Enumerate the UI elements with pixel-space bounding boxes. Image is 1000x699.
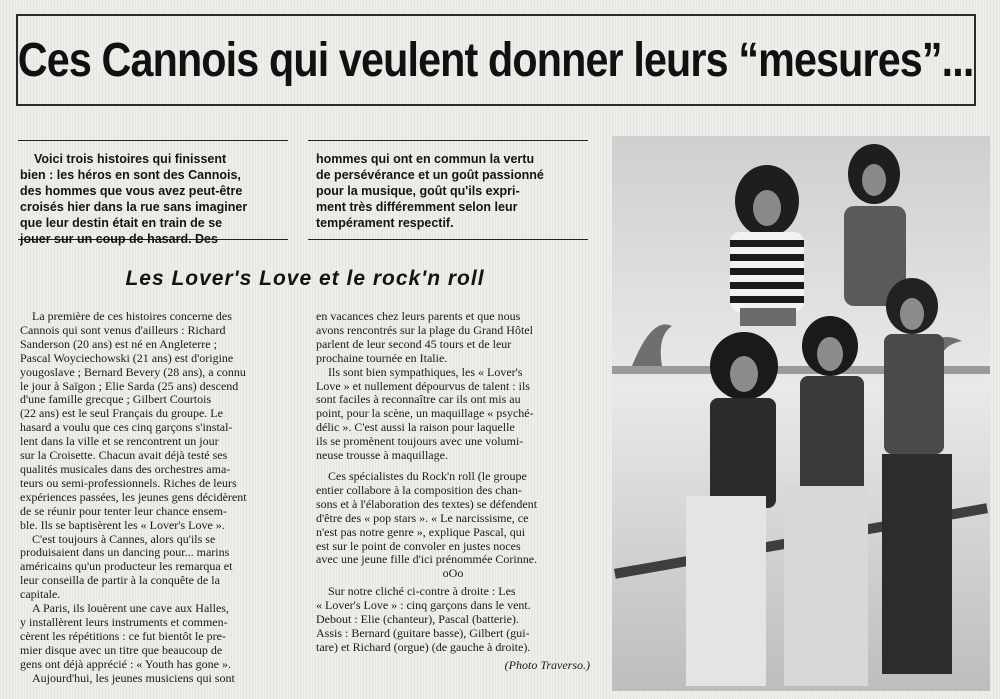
article-line: parlent de leur second 45 tours et de leur <box>316 337 512 351</box>
article-line: lent dans la ville et se rencontrent un jour <box>20 435 219 449</box>
article-line: cèrent les répétitions : ce fut bientôt le pre- <box>20 629 226 643</box>
shirt <box>884 334 944 454</box>
article-line: expériences passées, les jeunes gens décidèrent <box>20 490 247 504</box>
intro-line: Voici trois histoires qui finissent <box>34 152 227 166</box>
article-line: entier collabore à la composition des chan- <box>316 483 522 497</box>
article-line: le jour à Saïgon ; Elie Sarda (25 ans) descend <box>20 379 239 393</box>
article-line: de se réunir pour tenter leur chance ensem- <box>20 504 227 518</box>
headline-box <box>16 14 976 106</box>
article-column-left <box>20 310 296 685</box>
article-line: (22 ans) est le seul Français du groupe. Le <box>20 407 223 421</box>
intro-right-column <box>308 140 588 240</box>
section-separator: oOo <box>442 567 464 581</box>
caption-line: « Lover's Love » : cinq garçons dans le vent. <box>316 599 531 613</box>
article-line: Cannois qui sont venus d'ailleurs : Richard <box>20 323 226 337</box>
caption-line: Assis : Bernard (guitare basse), Gilbert (gui- <box>316 626 530 640</box>
article-line: A Paris, ils louèrent une cave aux Halles, <box>32 602 229 616</box>
article-line: qualités musicales dans des orchestres ama- <box>20 462 231 476</box>
caption-line: Debout : Elie (chanteur), Pascal (batterie). <box>316 613 519 627</box>
intro-line: de persévérance et un goût passionné <box>316 168 544 182</box>
band-photo <box>612 136 990 691</box>
intro-line: ment très différemment selon leur <box>316 200 518 214</box>
dark-trousers <box>882 454 952 674</box>
article-line: Sanderson (20 ans) est né en Angleterre ; <box>20 337 217 351</box>
article-line: Pascal Woyciechowski (21 ans) est d'origine <box>20 351 234 365</box>
article-line: capitale. <box>20 588 61 602</box>
article-line: avons rencontrés sur la plage du Grand Hôtel <box>316 323 533 337</box>
shirt <box>710 398 776 508</box>
article-line: en vacances chez leurs parents et que nous <box>316 310 521 323</box>
section-subhead: Les Lover's Love et le rock'n roll <box>125 267 485 290</box>
article-line: américains qu'un producteur les remarqua et <box>20 560 233 574</box>
face <box>817 337 843 371</box>
intro-line: des hommes que vous avez peut-être <box>20 184 243 198</box>
article-line: Ils sont bien sympathiques, les « Lover's <box>328 365 523 379</box>
face <box>730 356 758 392</box>
article-line: C'est toujours à Cannes, alors qu'ils se <box>32 532 216 546</box>
intro-line: pour la musique, goût qu'ils expri- <box>316 184 520 198</box>
article-line: y installèrent leurs instruments et commen- <box>20 615 228 629</box>
belt <box>740 308 796 326</box>
caption-line: tare) et Richard (orgue) (de gauche à droite). <box>316 640 531 654</box>
article-line: La première de ces histoires concerne des <box>32 310 232 323</box>
article-line: n'est pas notre genre », explique Pascal, qui <box>316 525 526 539</box>
article-line: avec une jeune fille d'ici prénommée Corinne. <box>316 553 538 567</box>
intro-line: hommes qui ont en commun la vertu <box>316 152 535 166</box>
article-line: sur la Croisette. Chacun avait déjà testé ses <box>20 449 228 463</box>
white-trousers <box>686 496 766 686</box>
intro-line: tempérament respectif. <box>316 216 454 230</box>
intro-line: que leur destin était en train de se <box>20 216 223 230</box>
article-line: Aujourd'hui, les jeunes musiciens qui sont <box>32 671 235 685</box>
article-line: hasard a voulu que ces cinq garçons s'instal- <box>20 421 233 435</box>
article-line: sons et à l'élaboration des textes) se défendent <box>316 497 538 511</box>
article-line: point, pour la scène, un maquillage « psyché- <box>316 407 534 421</box>
light-trousers <box>784 486 868 686</box>
face <box>753 190 781 226</box>
caption-line: Sur notre cliché ci-contre à droite : Les <box>328 585 516 599</box>
article-line: gens ont déjà apprécié : « Youth has gone ». <box>20 657 231 671</box>
intro-line: bien : les héros en sont des Cannois, <box>20 168 241 182</box>
article-line: sont faciles à reconnaître car ils ont mis au <box>316 393 521 407</box>
intro-line: jouer sur un coup de hasard. Des <box>20 232 218 246</box>
band-photo-illustration <box>612 136 990 691</box>
article-line: est sur le point de convoler en justes noces <box>316 539 521 553</box>
photo-credit: (Photo Traverso.) <box>504 658 590 672</box>
headline: Ces Cannois qui veulent donner leurs “mesures”... <box>18 33 974 87</box>
tank-top <box>800 376 864 496</box>
article-line: mier disque avec un titre que beaucoup de <box>20 643 223 657</box>
article-line: délic ». C'est aussi la raison pour laquelle <box>316 421 515 435</box>
article-line: ble. Ils se baptisèrent les « Lover's Love ». <box>20 518 225 532</box>
intro-left-column <box>18 140 288 246</box>
face <box>862 164 886 196</box>
article-line: Love » et nullement dépourvus de talent : ils <box>316 379 530 393</box>
article-line: leur conseilla de partir à la conquête de la <box>20 574 220 588</box>
article-line: produisaient dans un dancing pour... marins <box>20 546 230 560</box>
article-line: Ces spécialistes du Rock'n roll (le groupe <box>328 469 527 483</box>
article-line: yougoslave ; Bernard Bevery (28 ans), a connu <box>20 365 246 379</box>
article-column-right <box>316 310 590 673</box>
article-line: neuse trousse à maquillage. <box>316 449 448 463</box>
article-line: d'être des « pop stars ». « Le narcissisme, ce <box>316 511 529 525</box>
article-line: d'une famille grecque ; Gilbert Courtois <box>20 393 212 407</box>
article-line: teurs ou semi-professionnels. Riches de leurs <box>20 476 237 490</box>
article-line: prochaine tournée en Italie. <box>316 351 448 365</box>
face <box>900 298 924 330</box>
intro-line: croisés hier dans la rue sans imaginer <box>20 200 248 214</box>
article-line: ils se promènent toujours avec une volumi- <box>316 435 524 449</box>
